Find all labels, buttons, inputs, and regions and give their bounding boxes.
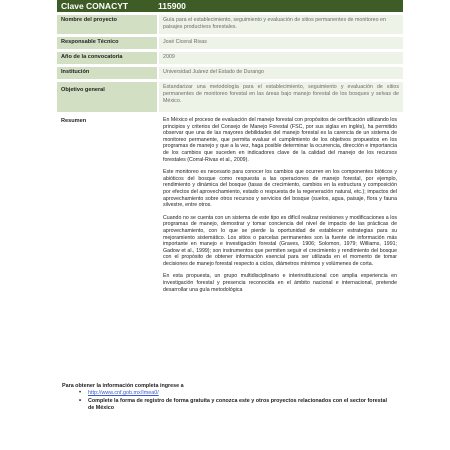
header-value: 115900 — [158, 1, 186, 11]
footer-item-link — [88, 390, 392, 397]
field-row-nombre — [57, 15, 403, 34]
field-value: Universidad Juárez del Estado de Durango — [159, 67, 403, 79]
field-label: Responsable Técnico — [57, 37, 157, 49]
resumen-paragraph: En esta propuesta, un grupo multidisciplinario e interinstitucional con amplia experiencia en investigación forestal y presencia reconocida en el ámbito nacional e internacional, pretende desarrollar una guía metodológica — [163, 273, 397, 293]
footer-intro: Para obtener la información completa ingrese a — [62, 383, 184, 389]
field-label: Objetivo general — [57, 82, 157, 112]
field-value: José Ciceral Rivas — [159, 37, 403, 49]
resumen-paragraph: En México el proceso de evaluación del manejo forestal con propósitos de certificación utilizando los principios y criterios del Consejo de Manejo Forestal (FSC, por sus siglas en inglés), ha permitido observar que una de las mayores debilidades del manejo forestal es la carencia de un sistema de monitoreo permanente, que permita evaluar el cumplimiento de los objetivos propuestos en los programas de manejo y que a la vez, haga posible determinar la ocurrencia, dirección e importancia de los cambios que suceden en indicadores clave de la calidad del manejo de los recursos forestales (Corral-Rivas et al., 2009). — [163, 117, 397, 163]
field-row-responsable — [57, 37, 403, 49]
field-value: 2009 — [159, 52, 403, 64]
field-value: Estandarizar una metodología para el establecimiento, seguimiento y evaluación de sitios permanentes de monitoreo forestal en las áreas bajo manejo forestal de los bosques y selvas de México. — [159, 82, 403, 112]
field-row-objetivo — [57, 82, 403, 112]
project-sheet — [57, 0, 403, 348]
field-value: Guía para el establecimiento, seguimiento y evaluación de sitios permanentes de monitoreo en paisajes productivos forestales. — [159, 15, 403, 34]
field-row-institucion — [57, 67, 403, 79]
footer-list — [62, 390, 392, 412]
resumen-section — [57, 116, 403, 348]
resumen-label: Resumen — [61, 118, 87, 124]
resumen-paragraph: Cuando no se cuenta con un sistema de este tipo es difícil realizar revisiones y modificaciones a los programas de manejo, demostrar y tomar conciencia del nivel de impacto de las prácticas de aprovechamiento, con lo que se pierde la oportunidad de establecer estrategias para su mejoramiento sistemático. Los sitios o parcelas permanentes son la fuente de información más importante en manejo e investigación forestal (Graves, 1906; Solomon, 1979; Williams, 1991; Gadow et al., 1999); son instrumentos que permiten seguir el crecimiento y rendimiento del bosque con el propósito de obtener información esencial para ser utilizada en el momento de tomar decisiones de manejo forestal respecto a ciclos, diámetros mínimos y volúmenes de corta. — [163, 214, 397, 267]
field-label: Institución — [57, 67, 157, 79]
field-label: Año de la convocatoria — [57, 52, 157, 64]
field-row-anio — [57, 52, 403, 64]
header-key: Clave CONACYT — [61, 1, 129, 11]
footer — [62, 383, 392, 413]
resumen-paragraph: Este monitoreo es necesario para conocer los cambios que ocurren en los componentes bióticos y abióticos del bosque como respuesta a las operaciones de manejo forestal, por ejemplo, rendimiento y dinámica del bosque (tasas de crecimiento, cambios en la estructura y composición por efectos del aprovechamiento, estado o respuesta de la regeneración natural, etc.); impactos del aprovechamiento sobre otros recursos y servicios del bosque (suelos, agua, paisaje, flora y fauna silvestre, entre otros. — [163, 169, 397, 209]
project-link[interactable]: http://www.cnf.gob.mx/Imea0/ — [88, 390, 159, 397]
field-label: Nombre del proyecto — [57, 15, 157, 34]
resumen-body — [159, 116, 403, 348]
header-bar — [57, 0, 403, 12]
footer-item-register: • Complete la forma de registro de forma gratuita y conozca este y otros proyectos relacionados con el sector forestal de México — [88, 398, 392, 413]
